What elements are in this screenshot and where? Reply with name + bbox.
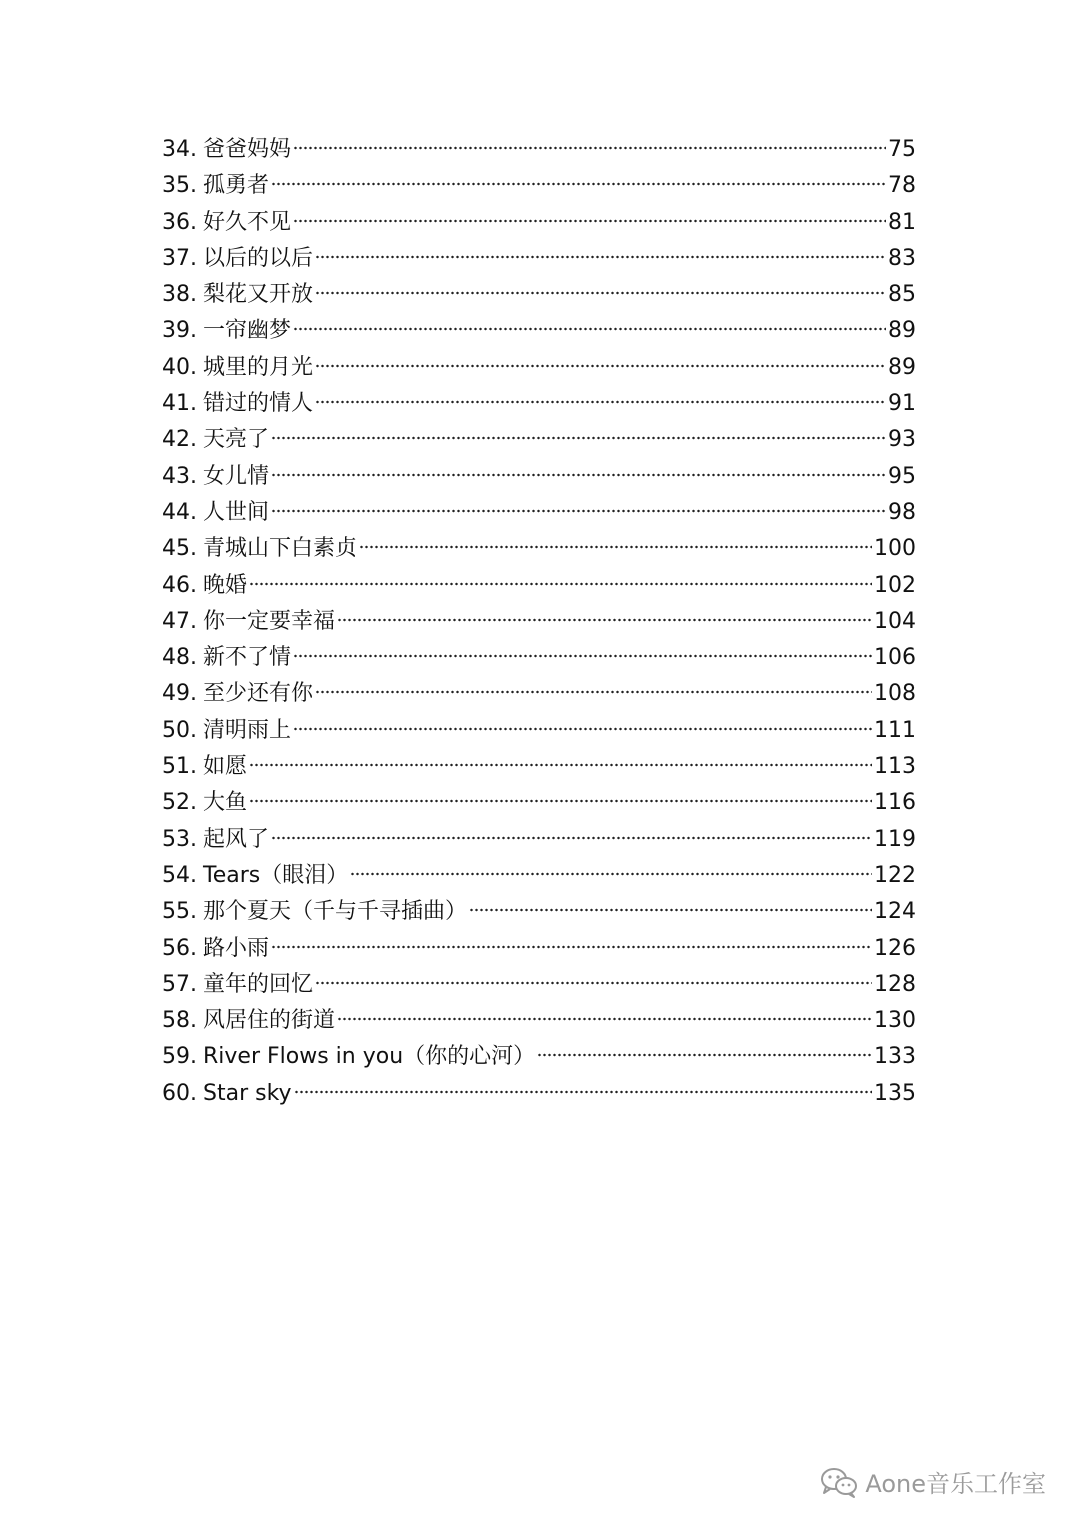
toc-entry xyxy=(162,604,916,640)
toc-entry-page: 81 xyxy=(888,209,916,235)
toc-entry-page: 135 xyxy=(874,1080,916,1106)
toc-entry-number: 47. xyxy=(162,608,197,634)
toc-entry xyxy=(162,205,916,241)
toc-entry-number: 36. xyxy=(162,209,197,235)
toc-entry-number: 41. xyxy=(162,391,197,417)
toc-entry-title: Star sky xyxy=(203,1080,292,1106)
toc-entry-title: 天亮了 xyxy=(203,427,270,453)
toc-entry-title: 如愿 xyxy=(203,754,248,780)
toc-entry xyxy=(162,132,916,168)
toc-entry-title: 那个夏天（千与千寻插曲） xyxy=(203,899,468,925)
toc-entry-title: 孤勇者 xyxy=(203,173,270,199)
toc-entry-title: 一帘幽梦 xyxy=(203,318,292,344)
toc-entry xyxy=(162,168,916,204)
toc-entry-title: 爸爸妈妈 xyxy=(203,137,292,162)
toc-leader-dots xyxy=(294,1090,872,1094)
toc-entry-page: 130 xyxy=(874,1008,916,1034)
toc-entry xyxy=(162,422,916,458)
toc-entry-page: 122 xyxy=(874,862,916,888)
toc-entry-number: 59. xyxy=(162,1044,197,1070)
toc-entry-page: 95 xyxy=(888,463,916,489)
toc-entry-page: 113 xyxy=(874,754,916,780)
toc-entry-number: 38. xyxy=(162,282,197,308)
toc-entry-page: 89 xyxy=(888,318,916,344)
toc-entry-page: 100 xyxy=(874,536,916,562)
toc-entry xyxy=(162,568,916,604)
toc-entry-title: 以后的以后 xyxy=(203,245,314,271)
toc-leader-dots xyxy=(271,182,886,186)
toc-leader-dots xyxy=(315,690,872,694)
toc-entry-number: 39. xyxy=(162,318,197,344)
toc-leader-dots xyxy=(293,654,872,658)
toc-entry-number: 50. xyxy=(162,717,197,743)
toc-entry xyxy=(162,858,916,894)
toc-entry-page: 83 xyxy=(888,245,916,271)
toc-entry xyxy=(162,1003,916,1039)
toc-entry xyxy=(162,495,916,531)
toc-entry-title: 至少还有你 xyxy=(203,681,314,707)
toc-entry-page: 106 xyxy=(874,645,916,671)
toc-leader-dots xyxy=(293,219,886,223)
toc-entry-title: 大鱼 xyxy=(203,790,248,816)
toc-entry-title: 城里的月光 xyxy=(203,354,314,380)
toc-leader-dots xyxy=(249,582,872,586)
toc-entry xyxy=(162,967,916,1003)
toc-leader-dots xyxy=(315,364,886,368)
toc-leader-dots xyxy=(249,799,872,803)
toc-entry-title: 新不了情 xyxy=(203,645,292,671)
toc-entry xyxy=(162,350,916,386)
toc-leader-dots xyxy=(315,291,886,295)
toc-entry-page: 126 xyxy=(874,935,916,961)
toc-leader-dots xyxy=(315,400,886,404)
toc-leader-dots xyxy=(271,945,872,949)
toc-entry-title: 人世间 xyxy=(203,499,270,525)
toc-entry-title: Tears（眼泪） xyxy=(203,862,349,888)
toc-entry-page: 89 xyxy=(888,354,916,380)
toc-leader-dots xyxy=(350,872,872,876)
toc-entry-page: 124 xyxy=(874,899,916,925)
toc-entry xyxy=(162,749,916,785)
toc-entry-number: 60. xyxy=(162,1080,197,1106)
toc-leader-dots xyxy=(271,836,872,840)
toc-entry-title: 起风了 xyxy=(203,826,270,852)
toc-entry xyxy=(162,894,916,930)
toc-entry xyxy=(162,676,916,712)
toc-entry-page: 93 xyxy=(888,427,916,453)
toc-entry-title: 梨花又开放 xyxy=(203,282,314,308)
toc-entry-page: 119 xyxy=(874,826,916,852)
toc-entry xyxy=(162,1039,916,1075)
watermark xyxy=(819,1464,1046,1499)
toc-entry xyxy=(162,1076,916,1112)
toc-leader-dots xyxy=(271,473,886,477)
toc-entry-number: 56. xyxy=(162,935,197,961)
toc-entry-page: 98 xyxy=(888,499,916,525)
toc-entry-number: 34. xyxy=(162,137,197,162)
toc-leader-dots xyxy=(537,1053,872,1057)
toc-entry-page: 78 xyxy=(888,173,916,199)
toc-entry-page: 128 xyxy=(874,971,916,997)
toc-leader-dots xyxy=(359,545,872,549)
watermark-text: Aone音乐工作室 xyxy=(865,1470,1046,1498)
toc-entry xyxy=(162,313,916,349)
toc-entry-page: 111 xyxy=(874,717,916,743)
toc-entry-title: 青城山下白素贞 xyxy=(203,536,358,562)
toc-entry-page: 75 xyxy=(888,137,916,162)
toc-entry-page: 116 xyxy=(874,790,916,816)
toc-entry-number: 37. xyxy=(162,245,197,271)
toc-entry-number: 42. xyxy=(162,427,197,453)
toc-entry-number: 49. xyxy=(162,681,197,707)
toc-entry-title: 童年的回忆 xyxy=(203,971,314,997)
toc-entry xyxy=(162,713,916,749)
toc-entry-number: 57. xyxy=(162,971,197,997)
toc-entry-page: 85 xyxy=(888,282,916,308)
toc-leader-dots xyxy=(337,1017,872,1021)
toc-entry-number: 54. xyxy=(162,862,197,888)
toc-entry-title: 路小雨 xyxy=(203,935,270,961)
toc-entry xyxy=(162,822,916,858)
toc-entry-page: 102 xyxy=(874,572,916,598)
toc-entry xyxy=(162,459,916,495)
toc-entry-number: 58. xyxy=(162,1008,197,1034)
toc-entry xyxy=(162,931,916,967)
toc-leader-dots xyxy=(293,146,886,150)
toc-entry-number: 52. xyxy=(162,790,197,816)
toc-entry-title: 女儿情 xyxy=(203,463,270,489)
toc-entry xyxy=(162,241,916,277)
toc-entry-number: 46. xyxy=(162,572,197,598)
toc-entry-title: 你一定要幸福 xyxy=(203,608,336,634)
toc-entry xyxy=(162,277,916,313)
toc-leader-dots xyxy=(293,727,872,731)
toc-entry-number: 35. xyxy=(162,173,197,199)
toc-entry-page: 133 xyxy=(874,1044,916,1070)
table-of-contents xyxy=(162,132,916,1112)
toc-entry-number: 53. xyxy=(162,826,197,852)
toc-entry-number: 43. xyxy=(162,463,197,489)
toc-entry-number: 45. xyxy=(162,536,197,562)
toc-entry-title: 好久不见 xyxy=(203,209,292,235)
toc-leader-dots xyxy=(469,908,872,912)
toc-entry-page: 108 xyxy=(874,681,916,707)
toc-entry-number: 44. xyxy=(162,499,197,525)
toc-leader-dots xyxy=(271,436,886,440)
toc-entry-number: 48. xyxy=(162,645,197,671)
toc-leader-dots xyxy=(337,618,872,622)
toc-leader-dots xyxy=(315,981,872,985)
toc-entry xyxy=(162,531,916,567)
toc-entry-title: 晚婚 xyxy=(203,572,248,598)
toc-entry xyxy=(162,640,916,676)
toc-leader-dots xyxy=(249,763,872,767)
toc-entry-title: 清明雨上 xyxy=(203,717,292,743)
toc-entry-title: 风居住的街道 xyxy=(203,1008,336,1034)
toc-entry-page: 91 xyxy=(888,391,916,417)
toc-leader-dots xyxy=(271,509,886,513)
toc-leader-dots xyxy=(315,255,886,259)
toc-entry xyxy=(162,785,916,821)
wechat-icon xyxy=(819,1466,859,1498)
toc-entry-number: 51. xyxy=(162,754,197,780)
toc-entry-page: 104 xyxy=(874,608,916,634)
toc-entry-title: 错过的情人 xyxy=(203,391,314,417)
toc-leader-dots xyxy=(293,327,886,331)
toc-entry-title: River Flows in you（你的心河） xyxy=(203,1044,536,1070)
toc-entry xyxy=(162,386,916,422)
toc-entry-number: 40. xyxy=(162,354,197,380)
toc-entry-number: 55. xyxy=(162,899,197,925)
